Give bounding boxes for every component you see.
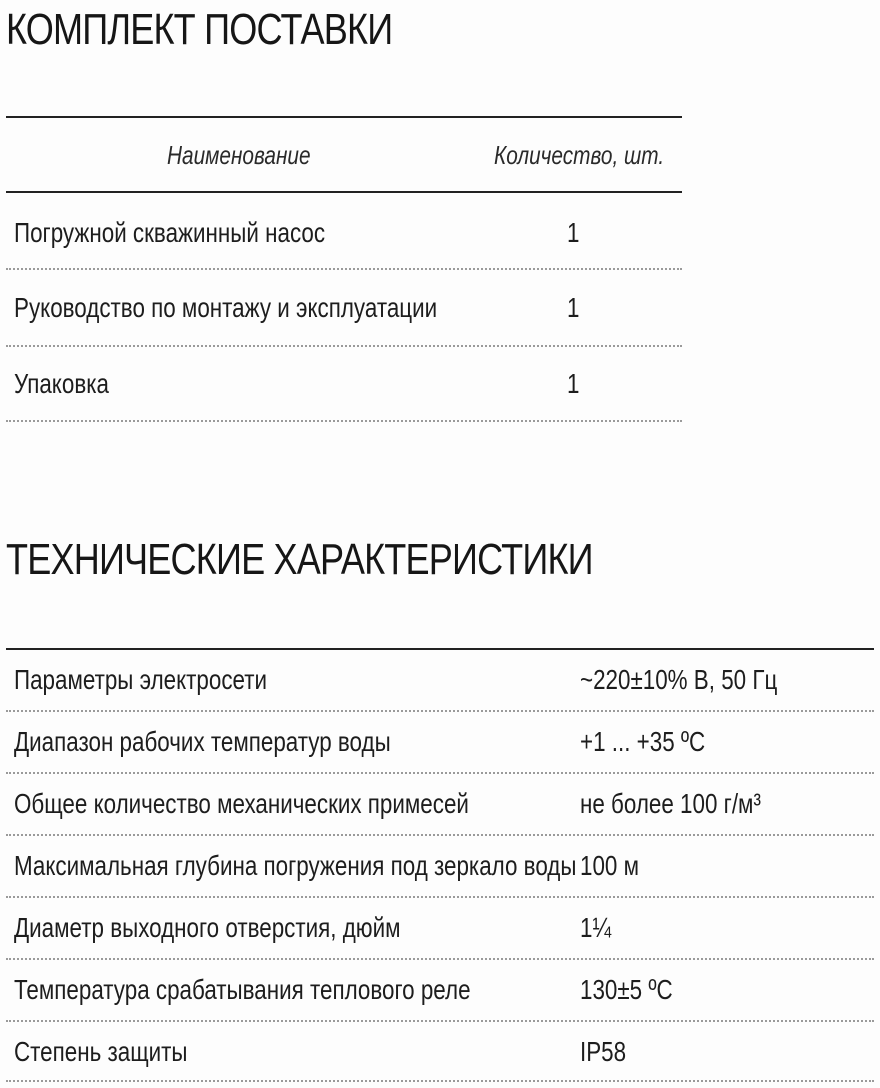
spec-row-divider [6, 896, 874, 898]
spec-row-name: Максимальная глубина погружения под зеркало воды [14, 850, 577, 881]
kit-header-qty: Количество, шт. [494, 140, 665, 170]
spec-row-value: +1 ... +35 ºС [580, 726, 706, 757]
spec-row-divider [6, 834, 874, 836]
specs-section-title: ТЕХНИЧЕСКИЕ ХАРАКТЕРИСТИКИ [6, 535, 593, 584]
spec-row-value: ~220±10% В, 50 Гц [580, 664, 778, 695]
spec-row-value: 1¼ [580, 912, 612, 943]
spec-row-value: не более 100 г/м³ [580, 788, 761, 819]
kit-header-bottom-rule [6, 191, 682, 193]
kit-row-divider [6, 268, 682, 270]
spec-row-name: Общее количество механических примесей [14, 788, 469, 819]
specs-table-top-rule [6, 648, 874, 650]
kit-header-name: Наименование [167, 140, 311, 170]
spec-row-name: Степень защиты [14, 1036, 188, 1067]
kit-row-qty: 1 [567, 217, 580, 248]
kit-row-name: Упаковка [14, 368, 109, 399]
kit-row-divider [6, 420, 682, 422]
kit-section-title: КОМПЛЕКТ ПОСТАВКИ [6, 5, 393, 54]
spec-row-divider [6, 710, 874, 712]
spec-row-value: IP58 [580, 1036, 627, 1067]
spec-row-name: Параметры электросети [14, 664, 268, 695]
spec-row-divider [6, 1020, 874, 1022]
spec-row-value: 130±5 ºС [580, 974, 673, 1005]
spec-row-value: 100 м [580, 850, 639, 881]
spec-row-name: Температура срабатывания теплового реле [14, 974, 471, 1005]
kit-row-name: Погружной скважинный насос [14, 217, 326, 248]
spec-row-divider [6, 958, 874, 960]
spec-row-divider [6, 1080, 874, 1082]
kit-row-qty: 1 [567, 292, 580, 323]
kit-row-qty: 1 [567, 368, 580, 399]
spec-row-name: Диаметр выходного отверстия, дюйм [14, 912, 401, 943]
kit-row-divider [6, 345, 682, 347]
kit-row-name: Руководство по монтажу и эксплуатации [14, 292, 438, 323]
spec-row-divider [6, 772, 874, 774]
kit-table-top-rule [6, 116, 682, 118]
spec-row-name: Диапазон рабочих температур воды [14, 726, 391, 757]
